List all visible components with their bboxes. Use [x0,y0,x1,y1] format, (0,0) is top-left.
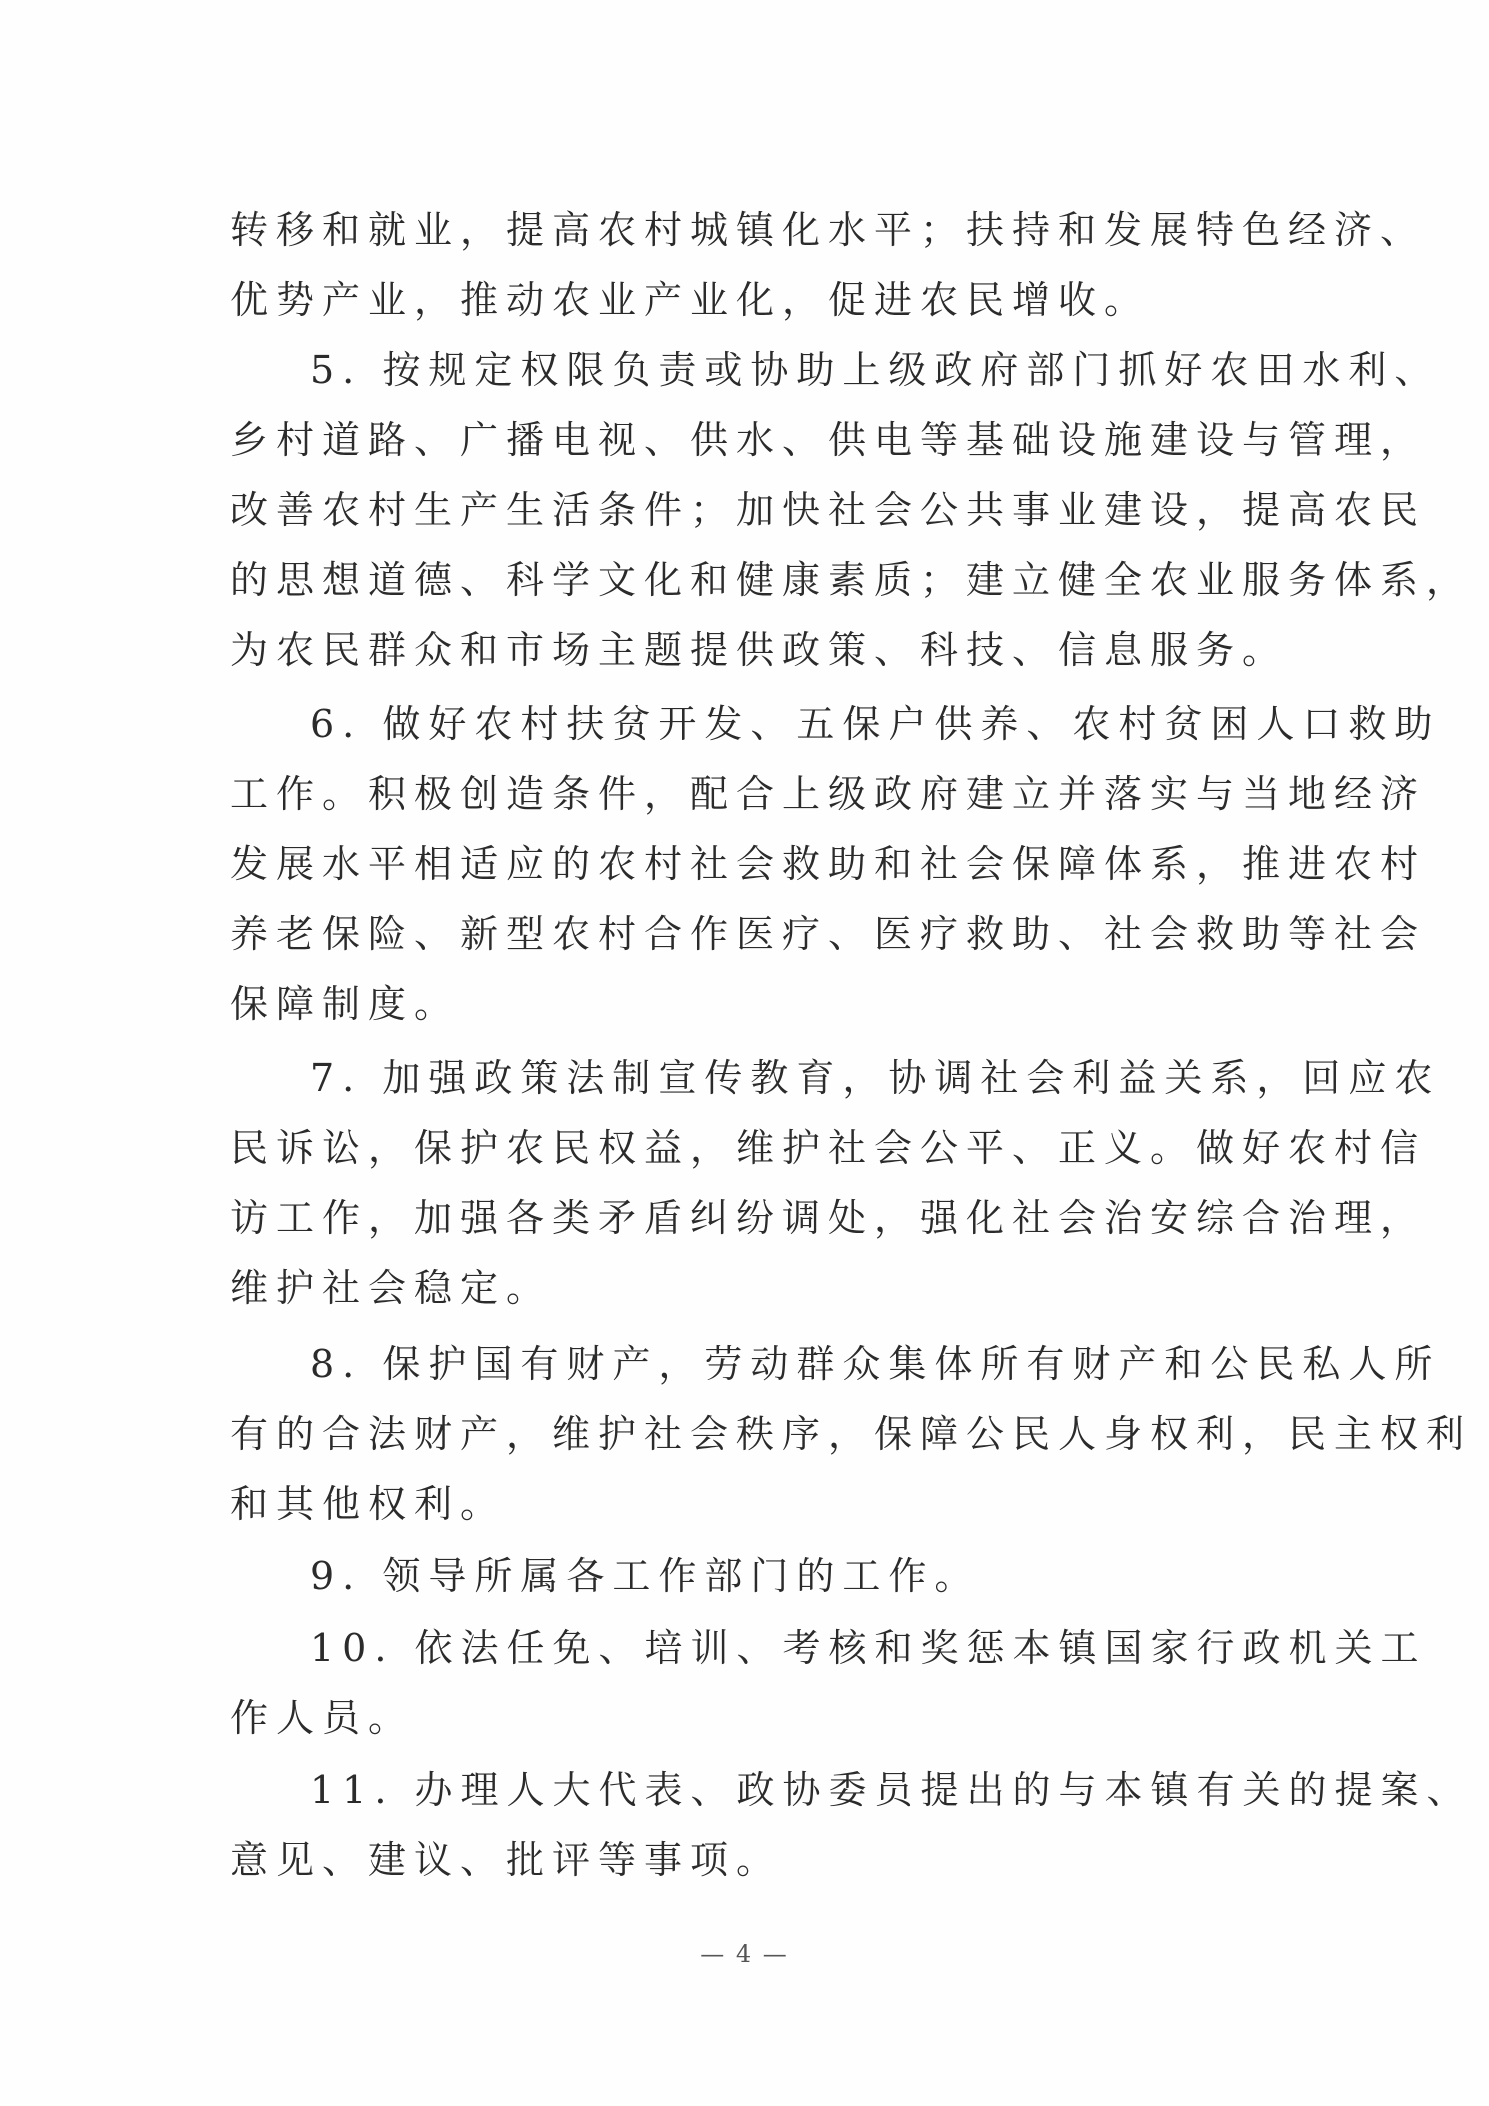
text-line: 6. 做好农村扶贫开发、五保户供养、农村贫困人口救助 [310,702,1441,746]
text-line: 转移和就业，提高农村城镇化水平；扶持和发展特色经济、 [230,208,1427,252]
text-line: 意见、建议、批评等事项。 [230,1838,783,1882]
text-line: 10. 依法任免、培训、考核和奖惩本镇国家行政机关工 [310,1626,1427,1670]
text-line: 乡村道路、广播电视、供水、供电等基础设施建设与管理， [230,418,1427,462]
text-line: 8. 保护国有财产，劳动群众集体所有财产和公民私人所 [310,1342,1441,1386]
text-line: 作人员。 [230,1696,415,1740]
text-line: 7. 加强政策法制宣传教育，协调社会利益关系，回应农 [310,1056,1441,1100]
text-line: 为农民群众和市场主题提供政策、科技、信息服务。 [230,628,1289,672]
text-line: 优势产业，推动农业产业化，促进农民增收。 [230,278,1151,322]
page-number: — 4 — [700,1940,789,1968]
text-line: 发展水平相适应的农村社会救助和社会保障体系，推进农村 [230,842,1427,886]
text-line: 和其他权利。 [230,1482,507,1526]
text-line: 的思想道德、科学文化和健康素质；建立健全农业服务体系， [230,558,1473,602]
text-line: 养老保险、新型农村合作医疗、医疗救助、社会救助等社会 [230,912,1427,956]
text-line: 9. 领导所属各工作部门的工作。 [310,1554,981,1598]
text-line: 保障制度。 [230,982,461,1026]
text-line: 民诉讼，保护农民权益，维护社会公平、正义。做好农村信 [230,1126,1427,1170]
text-line: 11. 办理人大代表、政协委员提出的与本镇有关的提案、 [310,1768,1473,1812]
text-line: 有的合法财产，维护社会秩序，保障公民人身权利，民主权利 [230,1412,1473,1456]
text-line: 5. 按规定权限负责或协助上级政府部门抓好农田水利、 [310,348,1441,392]
text-line: 访工作，加强各类矛盾纠纷调处，强化社会治安综合治理， [230,1196,1427,1240]
text-line: 工作。积极创造条件，配合上级政府建立并落实与当地经济 [230,772,1427,816]
text-line: 改善农村生产生活条件；加快社会公共事业建设，提高农民 [230,488,1427,532]
text-line: 维护社会稳定。 [230,1266,553,1310]
